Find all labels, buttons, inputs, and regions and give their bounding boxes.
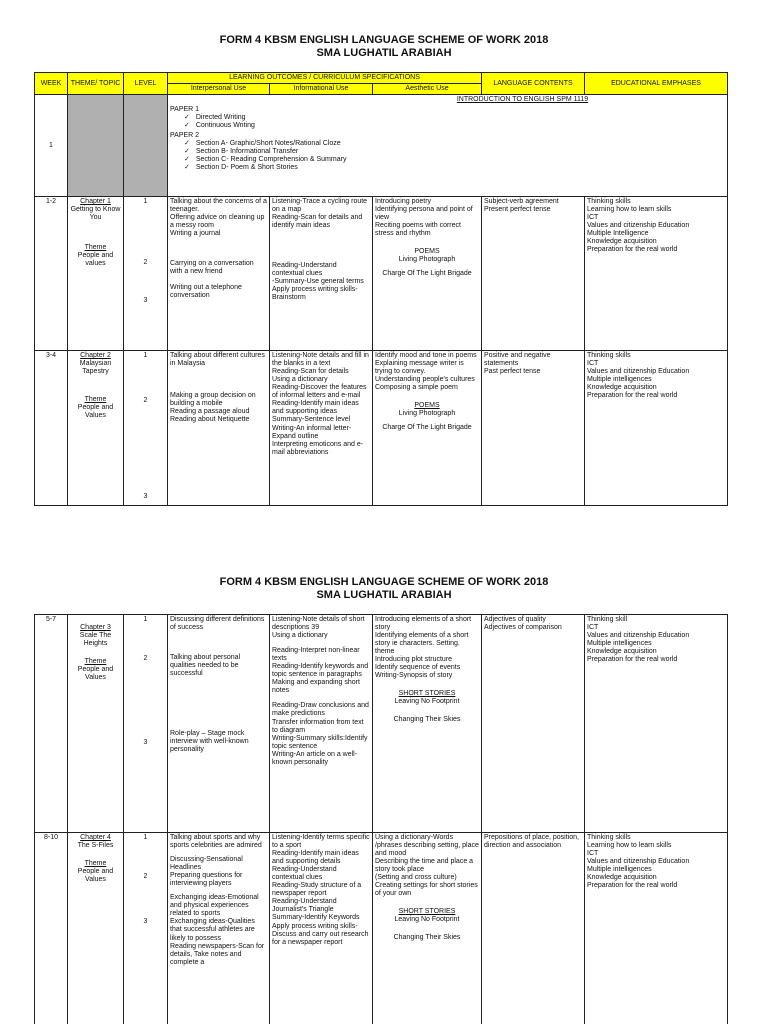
page-title (0, 576, 768, 602)
scheme-table-1 (34, 72, 728, 506)
outcome-text: Introducing elements of a short story (375, 616, 472, 632)
col-informational: Informational Use (270, 84, 373, 95)
language-cell (482, 197, 585, 351)
level-cell (124, 833, 168, 1024)
aesthetic-cell (373, 351, 482, 506)
col-language: LANGUAGE CONTENTS (482, 73, 585, 95)
informational-cell (270, 615, 373, 833)
outcome-text: Reading-Understand contextual clues (272, 866, 337, 882)
week-cell: 8-10 (35, 833, 68, 1024)
emphasis-item: Multiple intelligences (587, 376, 652, 384)
header-row (35, 73, 728, 84)
poems-heading: POEMS (414, 248, 440, 256)
language-item: Adjectives of comparison (484, 624, 562, 632)
theme-cell (68, 833, 124, 1024)
emphasis-item: Knowledge acquisition (587, 238, 657, 246)
outcome-text: Reading about Netiquette (170, 416, 250, 424)
outcome-text: Writing a journal (170, 230, 221, 238)
outcome-text: Describing the time and place a story took place (375, 858, 474, 874)
chapter-label: Chapter 1 (80, 198, 111, 206)
language-item: Subject-verb agreement (484, 198, 559, 206)
emphasis-item: Thinking skill (587, 616, 628, 623)
emphasis-item: Preparation for the real world (587, 656, 678, 664)
outcome-text: Writing-Summary skills:Identify topic sentence (272, 734, 368, 750)
story-title: Leaving No Footprint (394, 698, 460, 706)
level-number: 2 (143, 259, 148, 267)
theme-value: People and Values (77, 404, 114, 420)
emphasis-item: Thinking skills (587, 198, 631, 206)
emphasis-item: ICT (587, 214, 599, 222)
outcome-text: Writing out a telephone conversation (170, 284, 242, 300)
emphasis-item: Preparation for the real world (587, 246, 678, 254)
emphases-cell (585, 615, 728, 833)
emphases-cell (585, 197, 728, 351)
paper-2-item: ✓ Section A- Graphic/Short Notes/Rational Cloze (170, 140, 725, 148)
grey-cell (124, 95, 168, 197)
outcome-text: Introducing poetry (375, 198, 432, 206)
language-item: Prepositions of place, position, direction and association (484, 834, 579, 850)
outcome-text: Creating settings for short stories of your own (375, 882, 478, 898)
language-cell (482, 351, 585, 506)
week-cell: 1 (35, 95, 68, 197)
emphasis-item: Values and citizenship Education (587, 632, 690, 640)
level-number: 1 (143, 198, 148, 206)
col-outcomes: LEARNING OUTCOMES / CURRICULUM SPECIFICATIONS (168, 73, 482, 84)
chapter-label: Chapter 2 (80, 352, 111, 360)
paper-2-item: ✓ Section C- Reading Comprehension & Summary (170, 156, 725, 164)
level-cell (124, 197, 168, 351)
outcome-text: Identifying persona and point of view (375, 206, 473, 222)
outcome-text: Interpreting emoticons and e-mail abbreviations (272, 440, 364, 456)
level-number: 3 (143, 493, 148, 501)
outcome-text: Reciting poems with correct stress and rhythm (375, 222, 461, 238)
theme-value: People and Values (77, 868, 114, 884)
emphasis-item: Knowledge acquisition (587, 384, 657, 392)
outcome-text: Discussing-Sensational Headlines (170, 856, 243, 872)
page-title (0, 34, 768, 60)
informational-cell (270, 833, 373, 1024)
outcome-text: Explaining message writer is trying to convey. (375, 360, 464, 376)
outcome-text: Apply process writing skills-Brainstorm (272, 286, 358, 302)
theme-label: Theme (84, 658, 107, 666)
emphasis-item: ICT (587, 850, 599, 858)
emphasis-item: Learning how to learn skills (587, 842, 672, 850)
poems-heading: POEMS (414, 402, 440, 410)
level-cell (124, 351, 168, 506)
informational-cell (270, 351, 373, 506)
title-line-2: SMA LUGHATIL ARABIAH (316, 589, 452, 601)
outcome-text: Identify mood and tone in poems (375, 352, 477, 360)
paper-1-item: ✓ Directed Writing (170, 114, 725, 122)
emphasis-item: Knowledge acquisition (587, 648, 657, 656)
outcome-text: Reading-Understand Journalist's Triangle (272, 898, 337, 914)
aesthetic-cell (373, 615, 482, 833)
chapter-label: Chapter 4 (80, 834, 111, 841)
outcome-text: Reading-Understand contextual clues (272, 262, 337, 278)
emphasis-item: ICT (587, 360, 599, 368)
outcome-text: (Setting and cross culture) (375, 874, 457, 882)
week-cell: 5-7 (35, 615, 68, 833)
theme-label: Theme (84, 860, 107, 868)
outcome-text: Writing-An article on a well-known personality (272, 750, 358, 766)
title-line-1: FORM 4 KBSM ENGLISH LANGUAGE SCHEME OF WORK 2018 (219, 34, 549, 46)
outcome-text: -Summary-Use general terms (272, 278, 364, 286)
outcome-text: Using a dictionary-Words /phrases describing setting, place and mood (375, 834, 479, 858)
table-row-intro (35, 95, 728, 197)
col-emphases: EDUCATIONAL EMPHASES (585, 73, 728, 95)
outcome-text: Identify sequence of events (375, 664, 461, 672)
level-number: 1 (143, 616, 148, 623)
outcome-text: Identifying elements of a short story ie characters. Setting. theme (375, 632, 469, 656)
emphasis-item: Preparation for the real world (587, 392, 678, 400)
informational-cell (270, 197, 373, 351)
language-item: Present perfect tense (484, 206, 551, 214)
aesthetic-cell (373, 197, 482, 351)
col-aesthetic: Aesthetic Use (373, 84, 482, 95)
col-level: LEVEL (124, 73, 168, 95)
table-row (35, 833, 728, 1024)
paper-1-label: PAPER 1 (170, 106, 200, 114)
level-cell (124, 615, 168, 833)
topic-label: The S-Files (77, 842, 114, 850)
outcome-text: Reading-Identify main ideas and supporting details (272, 850, 359, 866)
outcome-text: Summary-Sentence level (272, 416, 351, 424)
outcome-text: Composing a simple poem (375, 384, 458, 392)
outcome-text: Using a dictionary (272, 632, 328, 640)
scheme-table-2 (34, 614, 728, 1024)
title-line-2: SMA LUGHATIL ARABIAH (316, 47, 452, 59)
outcome-text: Reading a passage aloud (170, 408, 250, 416)
language-item: Past perfect tense (484, 368, 541, 376)
outcome-text: Reading newspapers-Scan for details, Take notes and complete a (170, 942, 265, 966)
outcome-text: Reading-Scan for details and identify main ideas (272, 214, 363, 230)
level-number: 3 (143, 297, 148, 305)
outcome-text: Talking about personal qualities needed to be successful (170, 654, 241, 678)
level-number: 1 (143, 352, 148, 360)
language-item: Adjectives of quality (484, 616, 546, 623)
poem-title: Charge Of The Light Brigade (382, 424, 472, 432)
interpersonal-cell (168, 833, 270, 1024)
poem-title: Living Photograph (398, 256, 456, 264)
outcome-text: Reading-Identify keywords and topic sentence in paragraphs (272, 663, 369, 679)
theme-value: People and Values (77, 666, 114, 682)
table-row (35, 197, 728, 351)
outcome-text: Listening-Note details of short descriptions 39 (272, 616, 365, 632)
outcome-text: Reading-Study structure of a newspaper report (272, 882, 362, 898)
outcome-text: Writing-An informal letter-Expand outline (272, 424, 352, 440)
emphasis-item: Values and citizenship Education (587, 222, 690, 230)
table-row (35, 351, 728, 506)
emphasis-item: Values and citizenship Education (587, 368, 690, 376)
emphasis-item: Knowledge acquisition (587, 874, 657, 882)
outcome-text: Preparing questions for interviewing players (170, 872, 243, 888)
outcome-text: Talking about different cultures in Malaysia (170, 352, 265, 368)
emphasis-item: Multiple intelligences (587, 866, 652, 874)
col-interpersonal: Interpersonal Use (168, 84, 270, 95)
outcome-text: Reading-Identify main ideas and supporting ideas (272, 400, 359, 416)
outcome-text: Exchanging ideas-Emotional and physical experiences related to sports (170, 894, 259, 918)
theme-label: Theme (84, 244, 107, 252)
title-line-1: FORM 4 KBSM ENGLISH LANGUAGE SCHEME OF WORK 2018 (219, 576, 549, 588)
language-item: Positive and negative statements (484, 352, 551, 368)
level-number: 2 (143, 397, 148, 405)
poem-title: Charge Of The Light Brigade (382, 270, 472, 278)
chapter-label: Chapter 3 (80, 624, 111, 631)
intro-title: INTRODUCTION TO ENGLISH SPM 1119 (456, 96, 589, 104)
outcome-text: Listening-Trace a cycling route on a map (272, 198, 368, 214)
intro-cell (168, 95, 728, 197)
week-cell: 1-2 (35, 197, 68, 351)
outcome-text: Exchanging ideas-Qualities that successful athletes are likely to possess (170, 918, 255, 942)
emphasis-item: Preparation for the real world (587, 882, 678, 890)
outcome-text: Role-play – Stage mock interview with well-known personality (170, 730, 249, 754)
poem-title: Living Photograph (398, 410, 456, 418)
col-week: WEEK (35, 73, 68, 95)
outcome-text: Carrying on a conversation with a new friend (170, 260, 254, 276)
outcome-text: Reading-Discover the features of informal letters and e-mail (272, 384, 367, 400)
aesthetic-cell (373, 833, 482, 1024)
outcome-text: Making and expanding short notes (272, 679, 360, 695)
outcome-text: Offering advice on cleaning up a messy room (170, 214, 265, 230)
outcome-text: Listening-Note details and fill in the blanks in a text (272, 352, 369, 368)
outcome-text: Introducing plot structure (375, 656, 453, 664)
emphasis-item: Values and citizenship Education (587, 858, 690, 866)
outcome-text: Apply process writing skills-Discuss and carry out research for a newspaper report (272, 922, 369, 946)
theme-label: Theme (84, 396, 107, 404)
level-number: 1 (143, 834, 148, 841)
interpersonal-cell (168, 197, 270, 351)
emphases-cell (585, 833, 728, 1024)
interpersonal-cell (168, 351, 270, 506)
theme-cell (68, 197, 124, 351)
week-cell: 3-4 (35, 351, 68, 506)
outcome-text: Writing-Synopsis of story (375, 672, 453, 680)
outcome-text: Talking about sports and why sports celebrities are admired (170, 834, 262, 850)
topic-label: Getting to Know You (70, 206, 121, 222)
paper-1-item: ✓ Continuous Writing (170, 122, 725, 130)
emphasis-item: Learning how to learn skills (587, 206, 672, 214)
outcome-text: Reading-Draw conclusions and make predictions (272, 702, 369, 718)
topic-label: Scale The Heights (79, 632, 112, 648)
level-number: 2 (143, 873, 148, 880)
emphasis-item: ICT (587, 624, 599, 632)
theme-value: People and values (77, 252, 114, 268)
interpersonal-cell (168, 615, 270, 833)
level-number: 3 (143, 739, 148, 746)
col-theme: THEME/ TOPIC (68, 73, 124, 95)
story-title: Changing Their Skies (393, 716, 461, 724)
paper-2-item: ✓ Section B- Informational Transfer (170, 148, 725, 156)
paper-2-label: PAPER 2 (170, 132, 200, 140)
outcome-text: Understanding people's cultures (375, 376, 475, 384)
topic-label: Malaysian Tapestry (79, 360, 112, 376)
table-row (35, 615, 728, 833)
theme-cell (68, 351, 124, 506)
emphasis-item: Multiple intelligences (587, 640, 652, 648)
short-stories-heading: SHORT STORIES (398, 690, 456, 698)
outcome-text: Talking about the concerns of a teenager. (170, 198, 267, 214)
outcome-text: Listening-Identify terms specific to a sport (272, 834, 370, 850)
short-stories-heading: SHORT STORIES (398, 908, 456, 916)
level-number: 3 (143, 918, 148, 925)
outcome-text: Summary-Identify Keywords (272, 914, 360, 922)
grey-cell (68, 95, 124, 197)
emphasis-item: Multiple Intelligence (587, 230, 649, 238)
language-cell (482, 615, 585, 833)
emphasis-item: Thinking skills (587, 834, 631, 841)
paper-2-item: ✓ Section D- Poem & Short Stories (170, 164, 725, 172)
theme-cell (68, 615, 124, 833)
level-number: 2 (143, 655, 148, 662)
emphasis-item: Thinking skills (587, 352, 631, 360)
outcome-text: Using a dictionary (272, 376, 328, 384)
story-title: Changing Their Skies (393, 934, 461, 942)
outcome-text: Discussing different definitions of success (170, 616, 265, 632)
outcome-text: Reading-Interpret non-linear texts (272, 647, 360, 663)
outcome-text: Making a group decision on building a mobile (170, 392, 256, 408)
outcome-text: Reading-Scan for details (272, 368, 349, 376)
outcome-text: Transfer information from text to diagram (272, 718, 364, 734)
story-title: Leaving No Footprint (394, 916, 460, 924)
language-cell (482, 833, 585, 1024)
emphases-cell (585, 351, 728, 506)
